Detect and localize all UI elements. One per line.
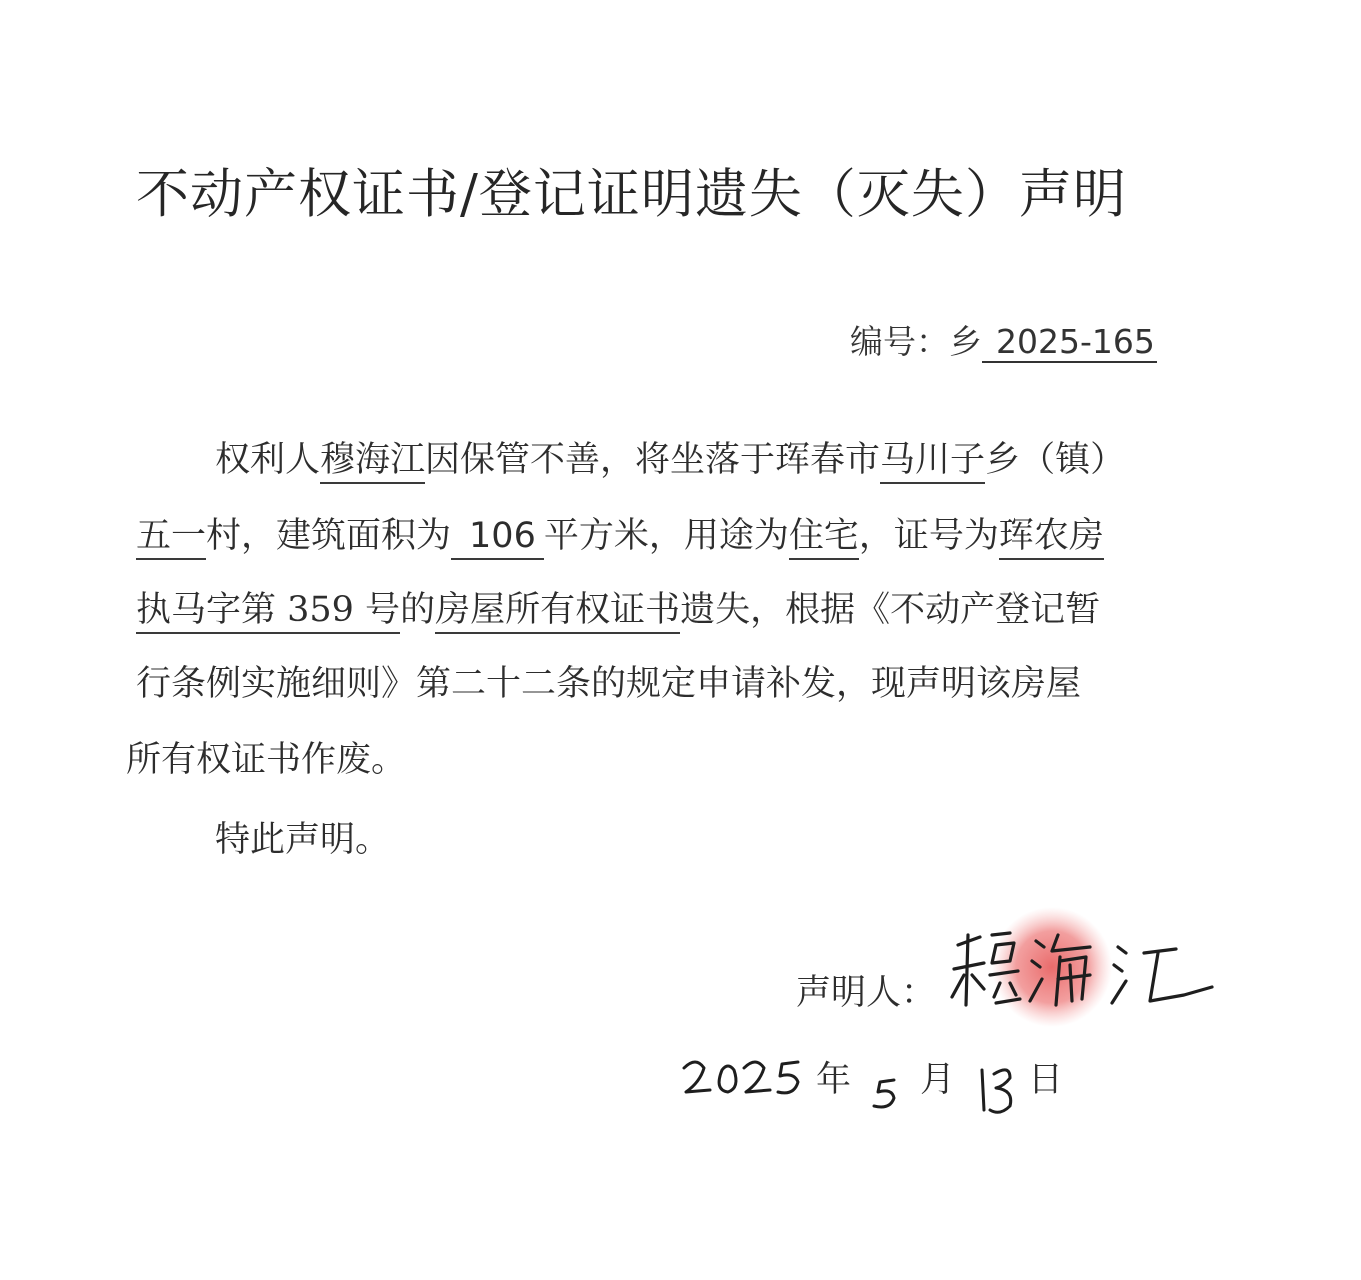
body-line-2	[136, 508, 1104, 558]
handwritten-date	[670, 1040, 1090, 1130]
text-segment: 村，建筑面积为	[206, 516, 452, 556]
body-line-3	[136, 582, 1100, 632]
date-year-label: 年	[816, 1060, 852, 1100]
closing-statement: 特此声明。	[215, 820, 391, 860]
text-segment: 遗失，根据《不动产登记暂	[680, 590, 1101, 630]
text-segment: ，证号为	[858, 516, 999, 556]
usage: 住宅	[789, 516, 859, 560]
serial-label: 编号：乡	[850, 322, 982, 361]
certificate-number-part-1: 珲农房	[999, 516, 1104, 560]
document-title: 不动产权证书/登记证明遗失（灭失）声明	[136, 164, 1127, 225]
date-month-label: 月	[920, 1060, 956, 1100]
declarant-label: 声明人：	[796, 973, 937, 1013]
body-line-5: 所有权证书作废。	[126, 740, 407, 780]
building-area: 106	[451, 516, 544, 560]
serial-value: 2025-165	[982, 322, 1157, 363]
text-segment: 平方米，用途为	[543, 516, 789, 556]
text-segment: 乡（镇）	[985, 440, 1126, 480]
handwritten-signature	[940, 905, 1220, 1045]
serial-number	[850, 316, 1157, 363]
text-segment: 的	[400, 590, 436, 630]
owner-name: 穆海江	[320, 440, 425, 484]
red-seal-mark	[992, 907, 1112, 1027]
document-type: 房屋所有权证书	[435, 590, 680, 634]
certificate-number-part-2: 执马字第 359 号	[136, 590, 400, 634]
village-name: 五一	[136, 516, 206, 560]
text-segment: 因保管不善，将坐落于珲春市	[425, 440, 881, 480]
date-day-label: 日	[1028, 1060, 1064, 1100]
body-line-4: 行条例实施细则》第二十二条的规定申请补发，现声明该房屋	[136, 664, 1082, 704]
body-line-1	[215, 432, 1125, 482]
text-segment: 权利人	[215, 440, 321, 480]
town-name: 马川子	[880, 440, 985, 484]
